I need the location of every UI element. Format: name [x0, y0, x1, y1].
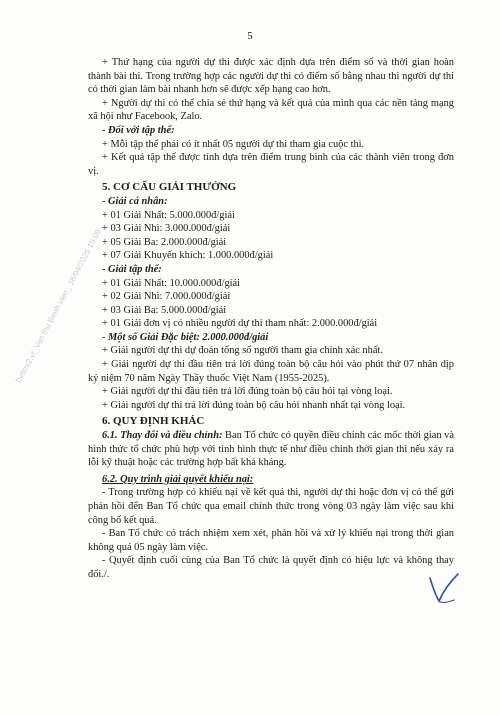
collective-prizes-heading: - Giải tập thể:: [102, 263, 162, 275]
individual-prizes-heading: - Giải cá nhân:: [102, 195, 168, 207]
collective-prize-item: + 01 Giải Nhất: 10.000.000đ/giải: [102, 277, 241, 289]
individual-prize-item: + 07 Giải Khuyến khích: 1.000.000đ/giải: [102, 250, 274, 262]
handwritten-initial-signature: [424, 570, 464, 608]
ranking-rule-2: + Người dự thi có thể chia sẻ thứ hạng và kết quả của mình qua các nền tảng mạng xã hội như Facebook, Zalo.: [88, 97, 454, 123]
section-6-heading: 6. QUY ĐỊNH KHÁC: [102, 415, 205, 428]
group-rule-2: + Kết quả tập thể được tính dựa trên điểm trung bình của các thành viên trong đơn vị.: [88, 152, 454, 177]
section-6-2-title: 6.2. Quy trình giải quyết khiếu nại:: [102, 473, 254, 485]
section-6-1-text: Ban Tổ chức có quyền điều chỉnh các mốc thời gian và hình thức tổ chức phù hợp với tình hình thực tế như điều chỉnh thời gian thi nếu xảy ra lỗi kỹ thuật hoặc các trường hợp bất khả kháng.: [88, 430, 454, 469]
group-rule-1: + Mỗi tập thể phải có ít nhất 05 người dự thi tham gia cuộc thi.: [102, 138, 365, 150]
individual-prize-item: + 01 Giải Nhất: 5.000.000đ/giải: [102, 209, 235, 221]
special-prize-item: + Giải người dự thi trả lời đúng toàn bộ câu hỏi nhanh nhất tại vòng loại.: [102, 399, 406, 411]
ranking-rule-1: + Thứ hạng của người dự thi được xác định dựa trên điểm số và thời gian hoàn thành bài thi. Trong trường hợp các người dự thi có điểm số bằng nhau thì người dự thi có thời gian làm bài nhanh hơn sẽ được xếp hạng cao hơn.: [88, 57, 454, 96]
complaint-rule-2: - Ban Tổ chức có trách nhiệm xem xét, phản hồi và xử lý khiếu nại trong thời gian không quá 05 ngày làm việc.: [88, 528, 454, 553]
special-prize-item: + Giải người dự thi đầu tiên trả lời đúng toàn bộ câu hỏi vào phút thứ 07 nhân dịp kỷ niệm 70 năm Ngày Thầy thuốc Việt Nam (1955-2025).: [88, 359, 454, 384]
document-body: [88, 56, 454, 582]
collective-prize-item: + 02 Giải Nhì: 7.000.000đ/giải: [102, 291, 231, 303]
page-number: 5: [247, 30, 253, 42]
special-prize-item: + Giải người dự thi dự đoán tổng số người tham gia chính xác nhất.: [102, 345, 383, 357]
complaint-rule-1: - Trong trường hợp có khiếu nại về kết quả thi, người dự thi hoặc đơn vị có thể gửi phản hồi đến Ban Tổ chức qua email chính thức trong vòng 03 ngày làm việc sau khi công bố kết quả.: [88, 487, 454, 526]
individual-prize-item: + 05 Giải Ba: 2.000.000đ/giải: [102, 236, 227, 248]
special-prizes-heading: - Một số Giải Đặc biệt: 2.000.000đ/giải: [102, 331, 269, 343]
collective-prize-item: + 03 Giải Ba: 5.000.000đ/giải: [102, 304, 227, 316]
complaint-rule-3: - Quyết định cuối cùng của Ban Tổ chức là quyết định có hiệu lực và không thay đổi./.: [88, 555, 454, 580]
section-6-1-paragraph: [88, 429, 454, 470]
collective-prize-item: + 01 Giải đơn vị có nhiều người dự thi tham nhất: 2.000.000đ/giải: [102, 318, 378, 330]
group-rules-heading: - Đối với tập thể:: [102, 124, 175, 136]
section-6-1-title: 6.1. Thay đổi và điều chỉnh:: [102, 430, 223, 442]
individual-prize-item: + 03 Giải Nhì: 3.000.000đ/giải: [102, 223, 231, 235]
special-prize-item: + Giải người dự thi đầu tiên trả lời đúng toàn bộ câu hỏi tại vòng loại.: [102, 386, 393, 398]
section-5-heading: 5. CƠ CẤU GIẢI THƯỞNG: [102, 181, 237, 194]
digital-signature-watermark: hvttnv2.vt_Van thu Benh vien_ 18/04/2025 15:09 ...: [14, 219, 108, 385]
